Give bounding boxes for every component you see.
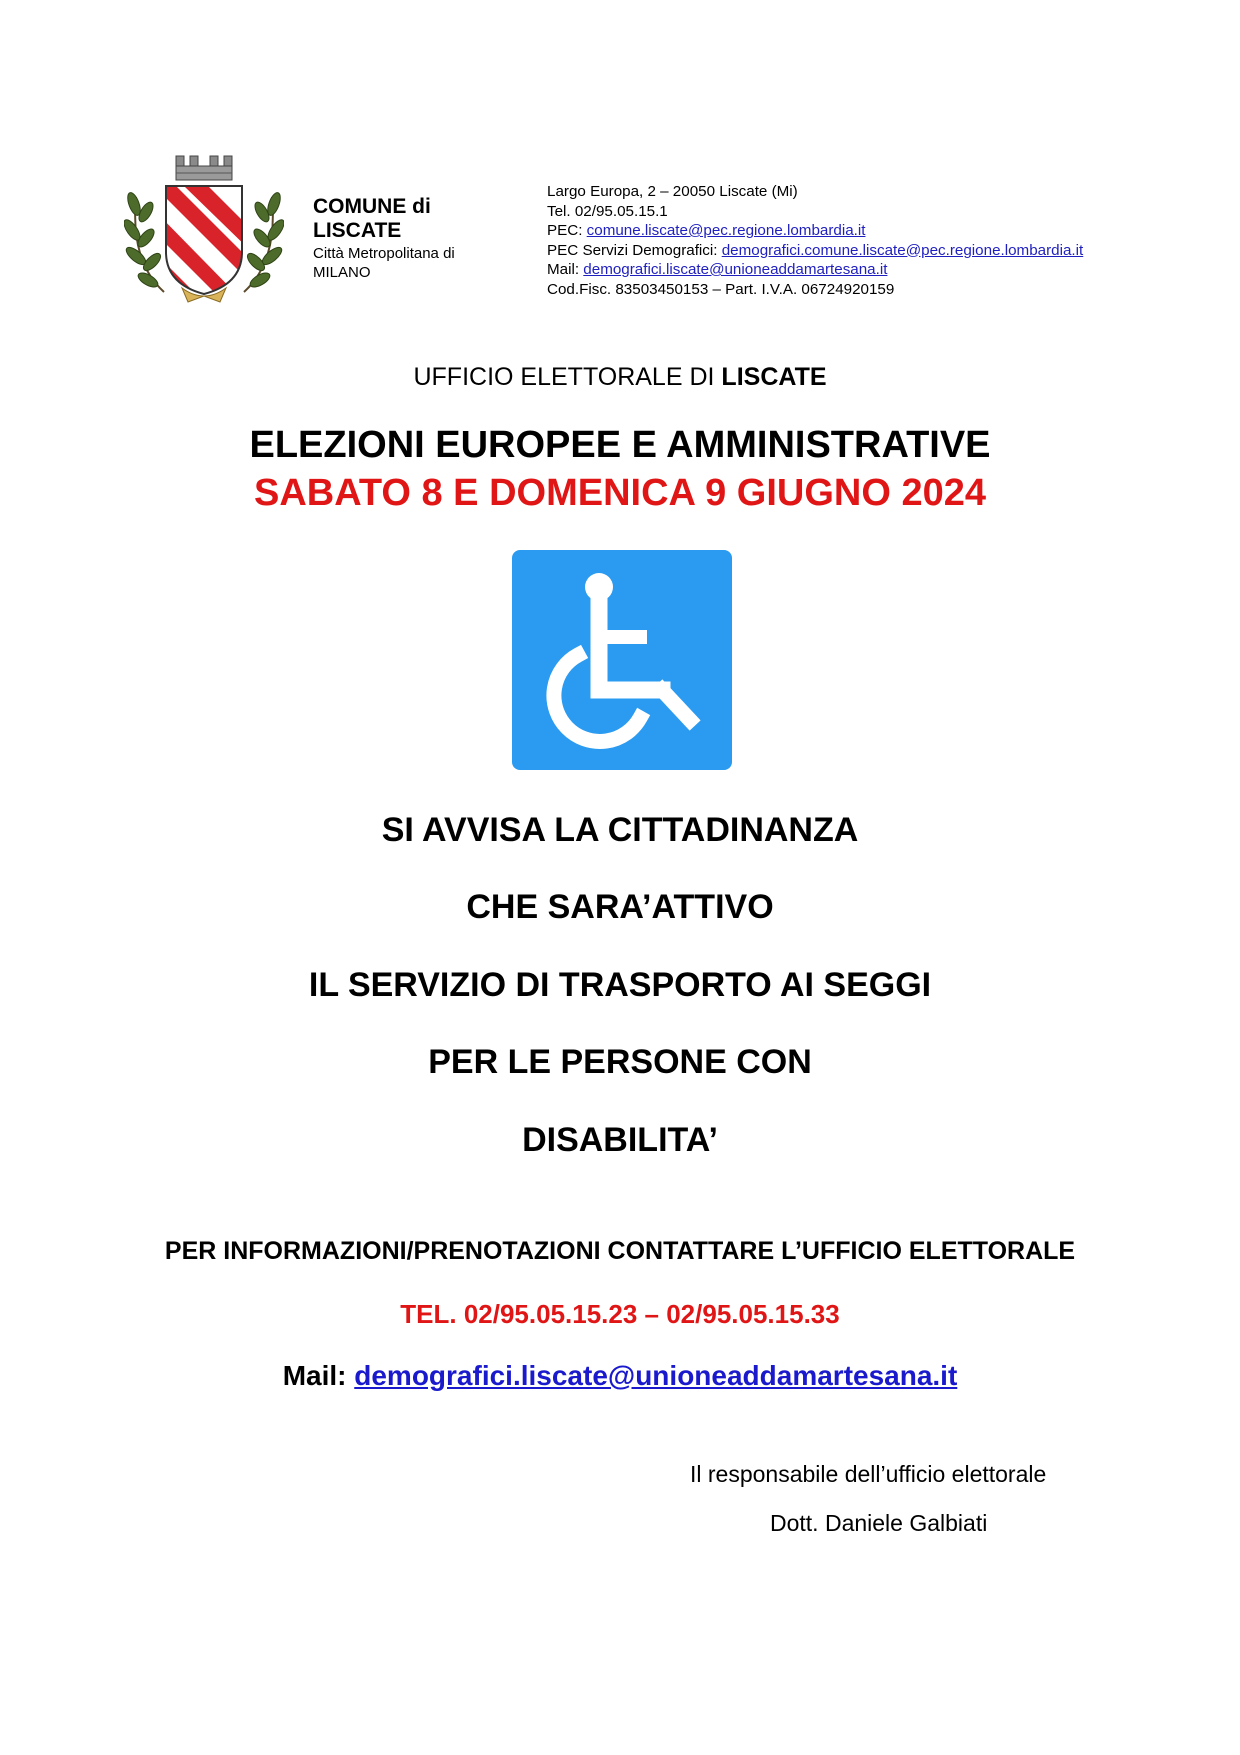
org-name-line-2: LISCATE [313,219,402,243]
phone-line: TEL. 02/95.05.15.23 – 02/95.05.15.33 [400,1299,840,1329]
contact-pec-demo-link[interactable]: demografici.comune.liscate@pec.regione.lombardia.it [721,241,1084,259]
date-title: SABATO 8 E DOMENICA 9 GIUGNO 2024 [253,472,987,514]
contact-mail-row [547,260,1237,280]
office-title [0,363,1240,392]
office-title-bold: LISCATE [721,363,827,391]
contact-pec-label: PEC: [547,222,587,239]
notice-line-5: DISABILITA’ [522,1121,718,1159]
notice-line-4: PER LE PERSONE CON [428,1043,812,1081]
contact-address: Largo Europa, 2 – 20050 Liscate (Mi) [547,183,798,200]
mail-line [0,1360,1240,1392]
contact-mail-link[interactable]: demografici.liscate@unioneaddamartesana.it [583,261,888,278]
contact-tel: Tel. 02/95.05.15.1 [547,202,668,220]
notice-line-2: CHE SARA’ATTIVO [466,888,774,926]
contact-pec-link[interactable]: comune.liscate@pec.regione.lombardia.it [586,222,866,239]
contact-mail-label: Mail: [547,261,584,278]
signature-name: Dott. Daniele Galbiati [770,1510,988,1536]
main-title: ELEZIONI EUROPEE E AMMINISTRATIVE [249,424,991,466]
office-title-prefix: UFFICIO ELETTORALE DI [413,363,722,391]
municipal-crest-icon [124,152,284,312]
org-subtitle-line-1: Città Metropolitana di [313,245,455,263]
notice-line-3: IL SERVIZIO DI TRASPORTO AI SEGGI [308,966,932,1004]
contact-pec-demo-row [547,241,1237,261]
contact-pec-demo-label: PEC Servizi Demografici: [547,241,722,259]
contact-block [547,182,1237,299]
mail-label: Mail: [282,1360,355,1391]
mail-link[interactable]: demografici.liscate@unioneaddamartesana.it [354,1360,958,1391]
notice-line-1: SI AVVISA LA CITTADINANZA [381,811,859,849]
org-name-line-1: COMUNE di [313,195,431,218]
org-block [313,195,483,283]
contact-fiscal: Cod.Fisc. 83503450153 – Part. I.V.A. 06724920159 [547,280,895,298]
contact-pec-row [547,221,1237,241]
org-subtitle-line-2: MILANO [313,264,371,282]
info-line: PER INFORMAZIONI/PRENOTAZIONI CONTATTARE L’UFFICIO ELETTORALE [164,1237,1076,1265]
wheelchair-accessibility-icon [512,550,732,770]
signature-role: Il responsabile dell’ufficio elettorale [690,1461,1047,1487]
